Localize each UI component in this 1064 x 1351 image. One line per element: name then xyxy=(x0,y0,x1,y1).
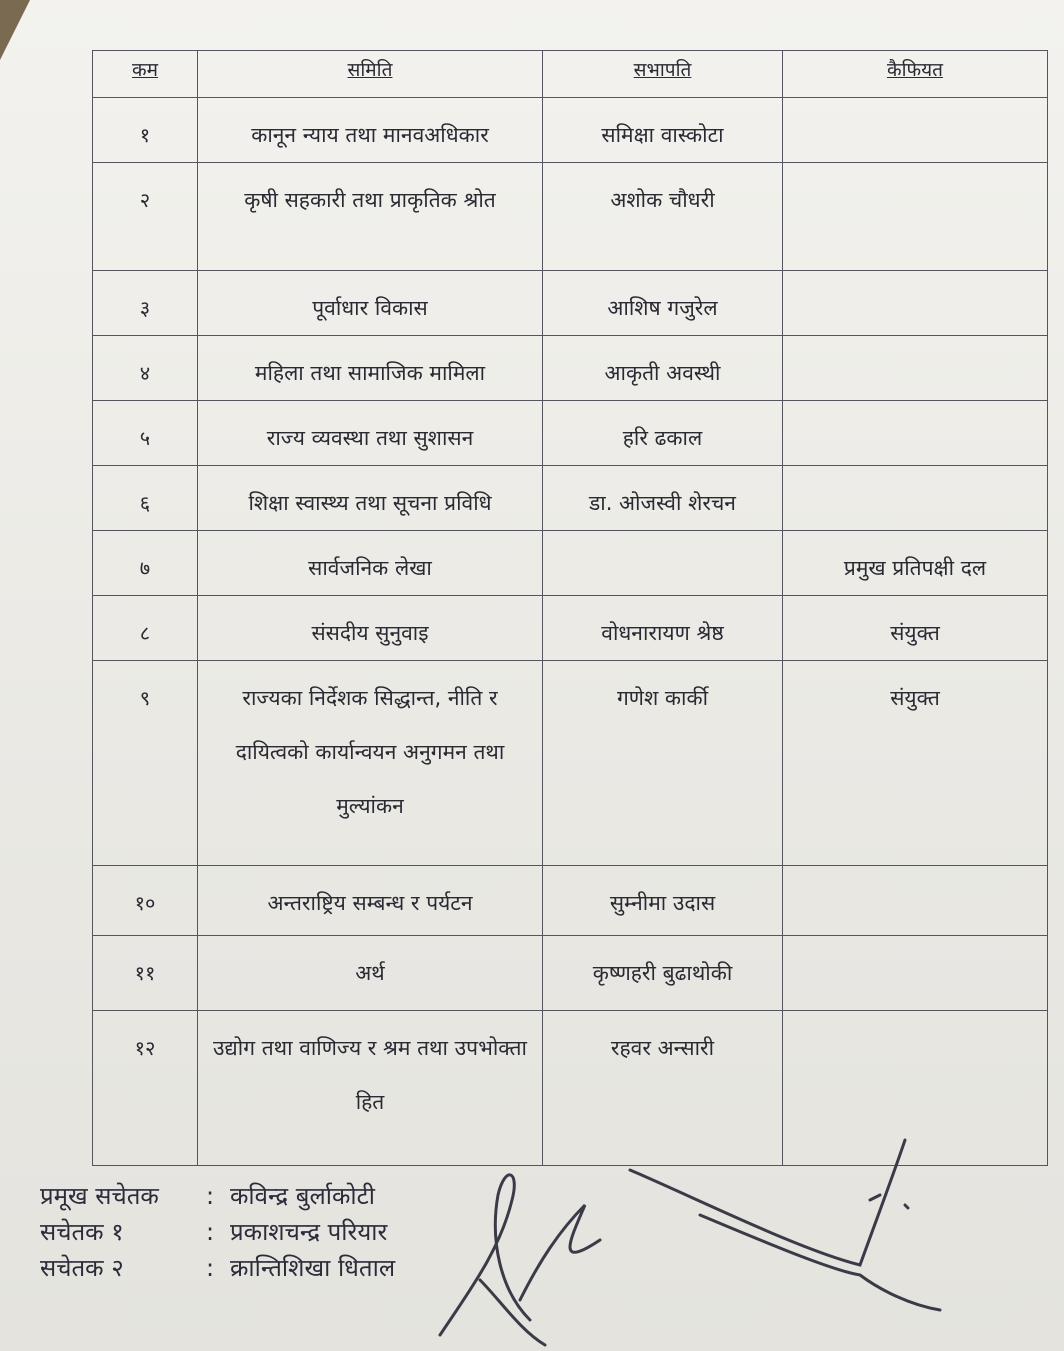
header-remarks: कैफियत xyxy=(783,51,1048,98)
signatory-label: सचेतक २ xyxy=(40,1254,124,1282)
committee-cell: पूर्वाधार विकास xyxy=(198,271,543,336)
serial-cell: १२ xyxy=(93,1011,198,1166)
committee-cell: राज्य व्यवस्था तथा सुशासन xyxy=(198,401,543,466)
signatory-name: प्रकाशचन्द्र परियार xyxy=(230,1218,388,1246)
serial-cell: ७ xyxy=(93,531,198,596)
committee-cell: महिला तथा सामाजिक मामिला xyxy=(198,336,543,401)
remarks-cell: संयुक्त xyxy=(783,661,1048,866)
chair-cell: हरि ढकाल xyxy=(543,401,783,466)
signatory-colon: : xyxy=(205,1254,215,1282)
signature-scribble-left xyxy=(440,1175,600,1345)
committee-cell: उद्योग तथा वाणिज्य र श्रम तथा उपभोक्ता हित xyxy=(198,1011,543,1166)
signatory-label: प्रमूख सचेतक xyxy=(40,1182,159,1210)
signatory-label: सचेतक १ xyxy=(40,1218,124,1246)
serial-cell: ११ xyxy=(93,936,198,1011)
committee-cell: अन्तराष्ट्रिय सम्बन्ध र पर्यटन xyxy=(198,866,543,936)
chair-cell: आशिष गजुरेल xyxy=(543,271,783,336)
chair-cell: अशोक चौधरी xyxy=(543,163,783,271)
committee-cell: संसदीय सुनुवाइ xyxy=(198,596,543,661)
serial-cell: ५ xyxy=(93,401,198,466)
signatory-colon: : xyxy=(205,1182,215,1210)
serial-cell: ८ xyxy=(93,596,198,661)
chair-cell: कृष्णहरी बुढाथोकी xyxy=(543,936,783,1011)
chair-cell: आकृती अवस्थी xyxy=(543,336,783,401)
committee-cell: अर्थ xyxy=(198,936,543,1011)
signatory-name: कविन्द्र बुर्लाकोटी xyxy=(230,1182,375,1210)
serial-cell: ४ xyxy=(93,336,198,401)
header-chair: सभापति xyxy=(543,51,783,98)
chair-cell: रहवर अन्सारी xyxy=(543,1011,783,1166)
committee-cell: सार्वजनिक लेखा xyxy=(198,531,543,596)
committee-cell: शिक्षा स्वास्थ्य तथा सूचना प्रविधि xyxy=(198,466,543,531)
remarks-cell: प्रमुख प्रतिपक्षी दल xyxy=(783,531,1048,596)
serial-cell: ६ xyxy=(93,466,198,531)
signatory-name: क्रान्तिशिखा धिताल xyxy=(230,1254,396,1282)
signature-scribble-right xyxy=(630,1140,940,1310)
signatory-colon: : xyxy=(205,1218,215,1246)
serial-cell: १० xyxy=(93,866,198,936)
chair-cell: वोधनारायण श्रेष्ठ xyxy=(543,596,783,661)
serial-cell: ९ xyxy=(93,661,198,866)
header-serial: कम xyxy=(93,51,198,98)
serial-cell: ३ xyxy=(93,271,198,336)
serial-cell: २ xyxy=(93,163,198,271)
chair-cell: समिक्षा वास्कोटा xyxy=(543,98,783,163)
header-committee: समिति xyxy=(198,51,543,98)
remarks-cell: संयुक्त xyxy=(783,596,1048,661)
serial-cell: १ xyxy=(93,98,198,163)
committee-cell: राज्यका निर्देशक सिद्धान्त, नीति र दायित्वको कार्यान्वयन अनुगमन तथा मुल्यांकन xyxy=(198,661,543,866)
chair-cell: डा. ओजस्वी शेरचन xyxy=(543,466,783,531)
chair-cell: गणेश कार्की xyxy=(543,661,783,866)
committee-cell: कानून न्याय तथा मानवअधिकार xyxy=(198,98,543,163)
chair-cell: सुम्नीमा उदास xyxy=(543,866,783,936)
committee-cell: कृषी सहकारी तथा प्राकृतिक श्रोत xyxy=(198,163,543,271)
